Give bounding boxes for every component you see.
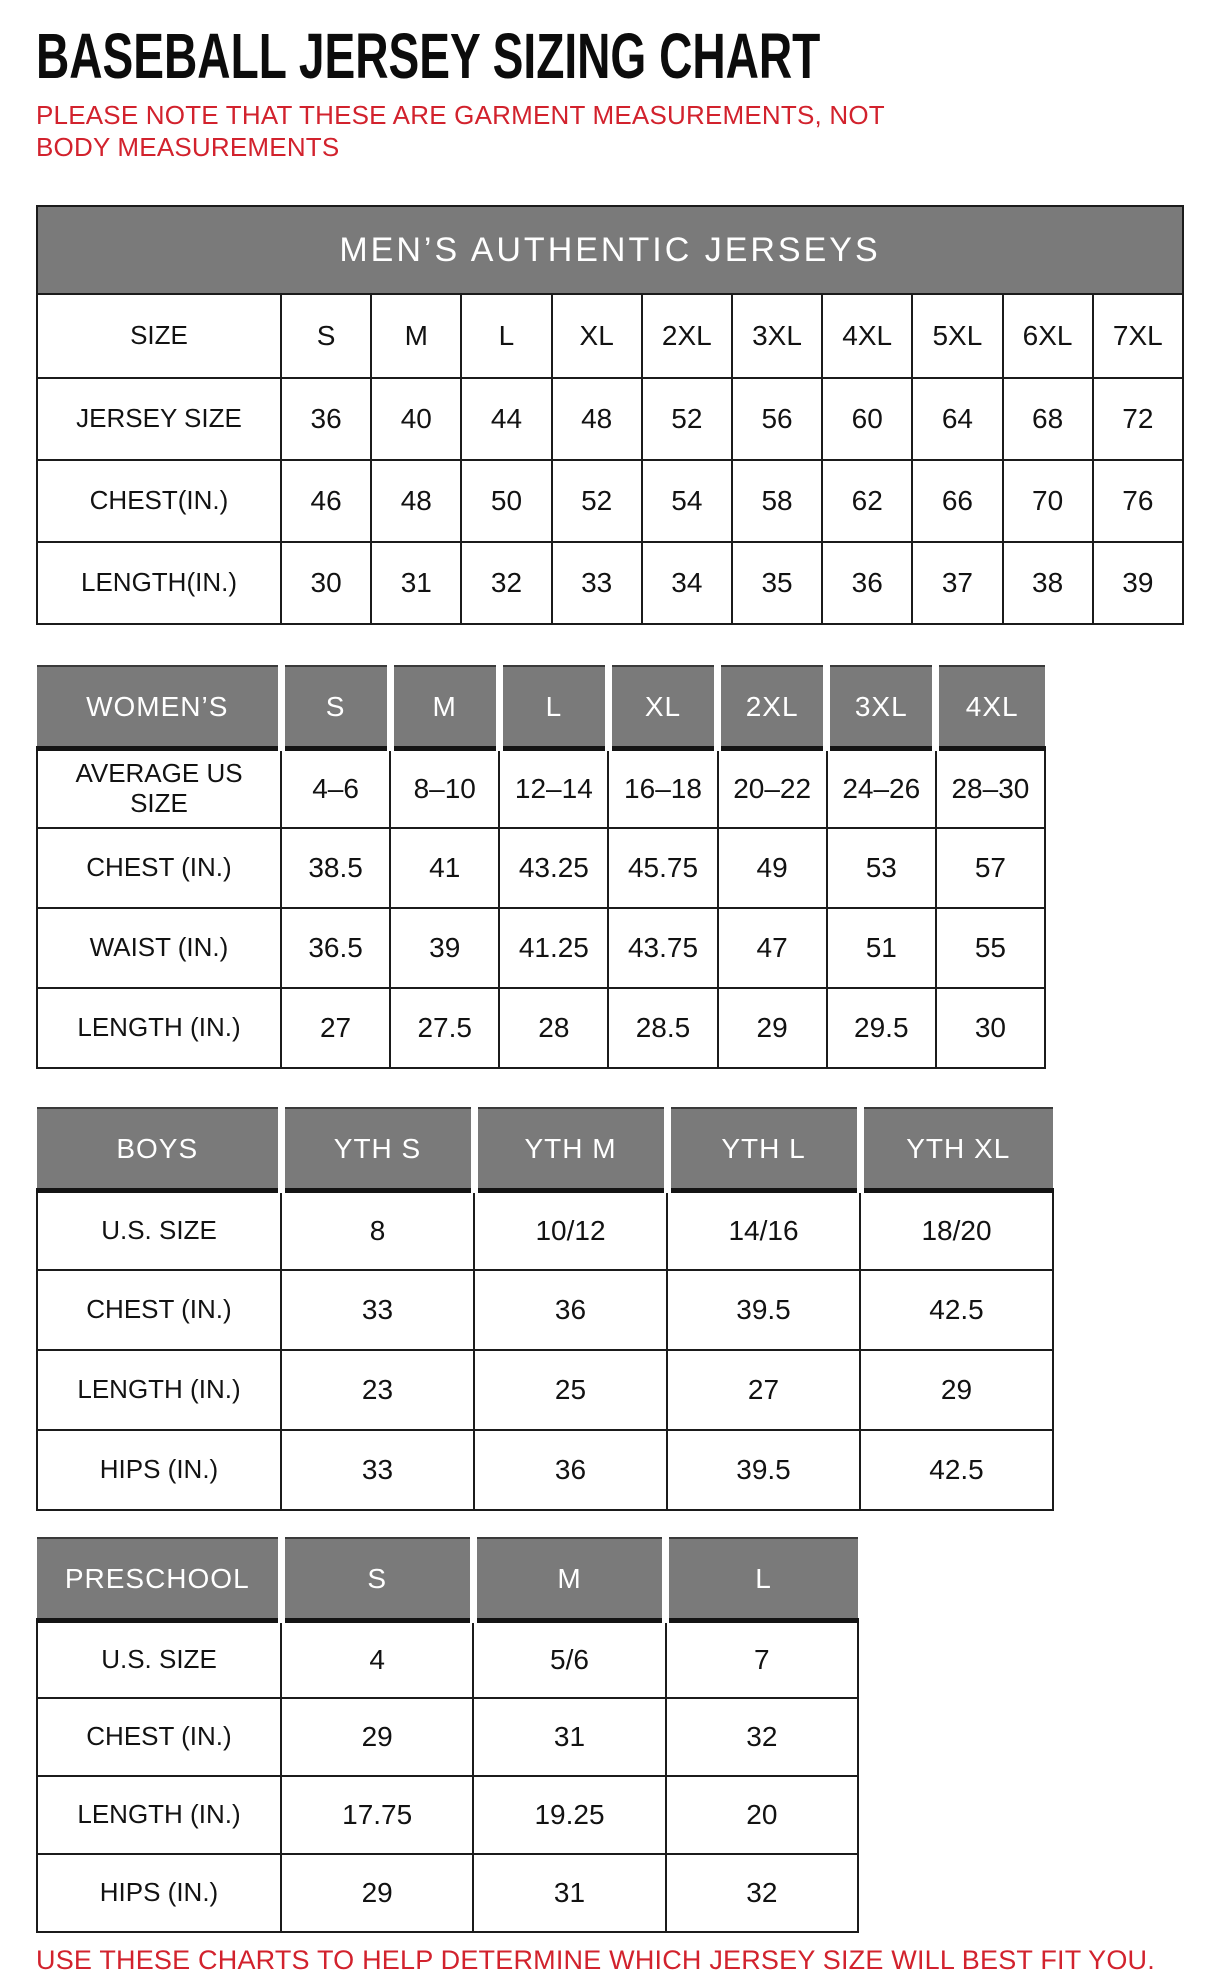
row-label: JERSEY SIZE: [37, 378, 281, 460]
table-title-cell: WOMEN’S: [37, 666, 281, 748]
size-value: 20: [666, 1776, 858, 1854]
preschool-size-table: [36, 1537, 859, 1933]
size-value: 45.75: [608, 828, 717, 908]
table-row: [37, 988, 1045, 1068]
size-value: 35: [732, 542, 822, 624]
table-row: [37, 1430, 1053, 1510]
size-value: 32: [666, 1854, 858, 1932]
size-value: 10/12: [474, 1190, 667, 1270]
column-header: M: [371, 294, 461, 378]
size-value: 8: [281, 1190, 474, 1270]
size-value: 33: [281, 1270, 474, 1350]
row-label: LENGTH (IN.): [37, 1350, 281, 1430]
size-value: 55: [936, 908, 1045, 988]
size-value: 27.5: [390, 988, 499, 1068]
size-value: 49: [718, 828, 827, 908]
size-value: 19.25: [473, 1776, 665, 1854]
size-value: 36: [281, 378, 371, 460]
size-value: 27: [667, 1350, 860, 1430]
page-title: BASEBALL JERSEY SIZING CHART: [36, 20, 821, 92]
size-value: 52: [642, 378, 732, 460]
row-label: WAIST (IN.): [37, 908, 281, 988]
size-value: 30: [936, 988, 1045, 1068]
size-value: 27: [281, 988, 390, 1068]
size-value: 62: [822, 460, 912, 542]
column-header: 2XL: [718, 666, 827, 748]
size-value: 29: [281, 1698, 473, 1776]
size-value: 28: [499, 988, 608, 1068]
size-value: 17.75: [281, 1776, 473, 1854]
size-value: 32: [461, 542, 551, 624]
column-header: 4XL: [822, 294, 912, 378]
column-header: YTH S: [281, 1108, 474, 1190]
table-row: [37, 828, 1045, 908]
size-value: 48: [552, 378, 642, 460]
table-title-cell: BOYS: [37, 1108, 281, 1190]
column-header: 6XL: [1003, 294, 1093, 378]
size-value: 76: [1093, 460, 1183, 542]
size-value: 53: [827, 828, 936, 908]
size-value: 58: [732, 460, 822, 542]
size-value: 4: [281, 1620, 473, 1698]
size-value: 5/6: [473, 1620, 665, 1698]
size-value: 66: [912, 460, 1002, 542]
row-label: U.S. SIZE: [37, 1620, 281, 1698]
table-header-row: [37, 666, 1045, 748]
column-header: XL: [552, 294, 642, 378]
size-value: 39.5: [667, 1270, 860, 1350]
size-value: 29: [860, 1350, 1053, 1430]
column-header: 3XL: [732, 294, 822, 378]
size-value: 14/16: [667, 1190, 860, 1270]
size-value: 41: [390, 828, 499, 908]
size-value: 56: [732, 378, 822, 460]
row-label: U.S. SIZE: [37, 1190, 281, 1270]
size-value: 20–22: [718, 748, 827, 828]
size-value: 36: [474, 1430, 667, 1510]
size-value: 31: [473, 1698, 665, 1776]
mens-size-table: [36, 205, 1184, 625]
size-value: 39: [1093, 542, 1183, 624]
column-header: M: [473, 1538, 665, 1620]
size-value: 52: [552, 460, 642, 542]
table-row: [37, 542, 1183, 624]
size-value: 68: [1003, 378, 1093, 460]
size-value: 43.75: [608, 908, 717, 988]
column-header: L: [666, 1538, 858, 1620]
table-row: [37, 460, 1183, 542]
size-value: 42.5: [860, 1270, 1053, 1350]
row-label: CHEST(IN.): [37, 460, 281, 542]
size-value: 4–6: [281, 748, 390, 828]
column-header: YTH M: [474, 1108, 667, 1190]
size-value: 25: [474, 1350, 667, 1430]
size-value: 60: [822, 378, 912, 460]
size-value: 48: [371, 460, 461, 542]
table-header-row: [37, 1108, 1053, 1190]
column-header: 5XL: [912, 294, 1002, 378]
size-value: 12–14: [499, 748, 608, 828]
size-value: 72: [1093, 378, 1183, 460]
column-header: S: [281, 666, 390, 748]
size-value: 51: [827, 908, 936, 988]
size-value: 30: [281, 542, 371, 624]
table-title-cell: PRESCHOOL: [37, 1538, 281, 1620]
table-row: [37, 748, 1045, 828]
column-header: S: [281, 1538, 473, 1620]
column-header: 4XL: [936, 666, 1045, 748]
garment-measurement-note: PLEASE NOTE THAT THESE ARE GARMENT MEASUREMENTS, NOT BODY MEASUREMENTS: [36, 100, 885, 162]
size-value: 41.25: [499, 908, 608, 988]
row-label: HIPS (IN.): [37, 1430, 281, 1510]
size-value: 32: [666, 1698, 858, 1776]
size-value: 8–10: [390, 748, 499, 828]
size-value: 44: [461, 378, 551, 460]
table-row: [37, 1776, 858, 1854]
size-value: 16–18: [608, 748, 717, 828]
size-value: 36.5: [281, 908, 390, 988]
size-value: 39.5: [667, 1430, 860, 1510]
fit-advice-note: USE THESE CHARTS TO HELP DETERMINE WHICH JERSEY SIZE WILL BEST FIT YOU.: [36, 1945, 1155, 1976]
size-value: 34: [642, 542, 732, 624]
row-label: AVERAGE US SIZE: [37, 748, 281, 828]
table-header-row: [37, 1538, 858, 1620]
size-value: 28.5: [608, 988, 717, 1068]
size-value: 38.5: [281, 828, 390, 908]
column-header: 3XL: [827, 666, 936, 748]
size-value: 57: [936, 828, 1045, 908]
row-label: SIZE: [37, 294, 281, 378]
row-label: CHEST (IN.): [37, 828, 281, 908]
size-value: 28–30: [936, 748, 1045, 828]
table-row: [37, 1854, 858, 1932]
column-header: S: [281, 294, 371, 378]
size-value: 42.5: [860, 1430, 1053, 1510]
column-header: YTH L: [667, 1108, 860, 1190]
row-label: HIPS (IN.): [37, 1854, 281, 1932]
size-value: 37: [912, 542, 1002, 624]
table-row: [37, 1270, 1053, 1350]
size-value: 29.5: [827, 988, 936, 1068]
table-row: [37, 1350, 1053, 1430]
size-value: 31: [371, 542, 461, 624]
size-value: 38: [1003, 542, 1093, 624]
table-row: [37, 1698, 858, 1776]
size-value: 50: [461, 460, 551, 542]
size-value: 33: [552, 542, 642, 624]
mens-table-banner: MEN’S AUTHENTIC JERSEYS: [37, 206, 1183, 294]
column-header: XL: [608, 666, 717, 748]
size-value: 29: [281, 1854, 473, 1932]
row-label: CHEST (IN.): [37, 1270, 281, 1350]
size-value: 24–26: [827, 748, 936, 828]
row-label: LENGTH (IN.): [37, 988, 281, 1068]
size-value: 46: [281, 460, 371, 542]
column-header: YTH XL: [860, 1108, 1053, 1190]
size-value: 64: [912, 378, 1002, 460]
size-value: 70: [1003, 460, 1093, 542]
size-value: 40: [371, 378, 461, 460]
size-value: 43.25: [499, 828, 608, 908]
size-value: 36: [822, 542, 912, 624]
table-row: [37, 1190, 1053, 1270]
table-row: [37, 378, 1183, 460]
row-label: CHEST (IN.): [37, 1698, 281, 1776]
row-label: LENGTH(IN.): [37, 542, 281, 624]
size-value: 47: [718, 908, 827, 988]
size-value: 23: [281, 1350, 474, 1430]
table-row: [37, 1620, 858, 1698]
boys-size-table: [36, 1107, 1054, 1511]
size-value: 31: [473, 1854, 665, 1932]
size-value: 29: [718, 988, 827, 1068]
mens-banner-row: [37, 206, 1183, 294]
column-header: M: [390, 666, 499, 748]
column-header: L: [499, 666, 608, 748]
size-value: 7: [666, 1620, 858, 1698]
size-value: 33: [281, 1430, 474, 1510]
table-row: [37, 294, 1183, 378]
column-header: 2XL: [642, 294, 732, 378]
size-value: 39: [390, 908, 499, 988]
row-label: LENGTH (IN.): [37, 1776, 281, 1854]
size-value: 36: [474, 1270, 667, 1350]
column-header: L: [461, 294, 551, 378]
column-header: 7XL: [1093, 294, 1183, 378]
womens-size-table: [36, 665, 1046, 1069]
size-value: 18/20: [860, 1190, 1053, 1270]
table-row: [37, 908, 1045, 988]
size-value: 54: [642, 460, 732, 542]
